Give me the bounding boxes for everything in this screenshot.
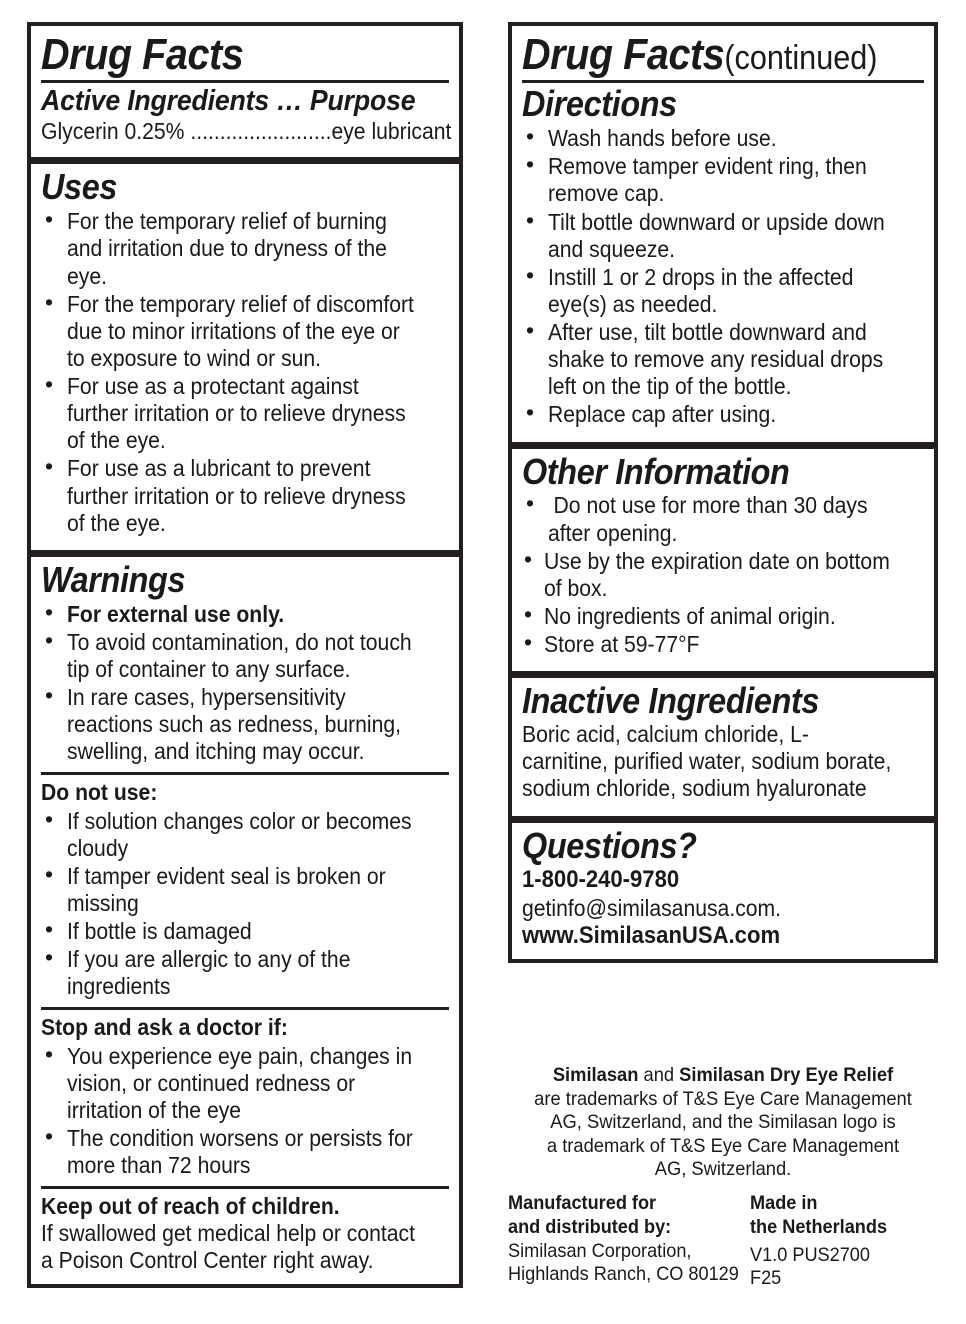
page-title: Drug Facts	[41, 30, 244, 79]
list-item: • Replace cap after using.	[522, 401, 924, 428]
stop-and-ask-heading: Stop and ask a doctor if:	[41, 1014, 288, 1041]
stop-and-ask-list	[41, 1043, 449, 1180]
manufacturer-address: Highlands Ranch, CO 80129	[508, 1263, 739, 1286]
subsection-rule-stop-and-ask	[41, 1007, 449, 1010]
warnings-list	[41, 601, 449, 766]
list-item: • For use as a protectant against further irritation or to relieve dryness of the eye.	[41, 373, 449, 454]
keep-out-of-reach-section	[31, 1193, 459, 1283]
uses-heading: Uses	[41, 166, 118, 208]
do-not-use-list	[41, 808, 449, 1001]
active-ingredients-heading: Active Ingredients … Purpose	[41, 85, 416, 118]
inactive-ingredients-section	[512, 682, 934, 810]
page-title-continued	[522, 32, 884, 77]
list-item: • Instill 1 or 2 drops in the affected eye(s) as needed.	[522, 264, 924, 318]
drug-facts-continued-title-block	[512, 26, 934, 77]
email-address[interactable]: getinfo@similasanusa.com.	[522, 894, 782, 921]
uses-list	[41, 208, 449, 537]
page-title-continued-suffix: (continued)	[724, 39, 878, 77]
list-item: • Tilt bottle downward or upside down and squeeze.	[522, 209, 924, 263]
manufacturer-block	[508, 1192, 940, 1291]
list-item: • Remove tamper evident ring, then remove cap.	[522, 153, 924, 207]
list-item: • Use by the expiration date on bottom of box.	[522, 548, 924, 602]
trademark-conjunction: and	[638, 1064, 680, 1086]
trademark-line-5: AG, Switzerland.	[654, 1158, 792, 1181]
trademark-line-3: AG, Switzerland, and the Similasan logo is	[550, 1111, 896, 1134]
list-item: • Store at 59-77°F	[522, 631, 924, 658]
list-item: • For the temporary relief of burning and irritation due to dryness of the eye.	[41, 208, 449, 289]
drug-facts-title-block	[31, 26, 459, 77]
questions-heading: Questions?	[522, 825, 697, 867]
left-panel	[27, 22, 463, 1288]
subsection-rule-keep-out	[41, 1186, 449, 1189]
manufacturer-name: Similasan Corporation,	[508, 1239, 692, 1262]
list-item: • The condition worsens or persists for more than 72 hours	[41, 1125, 449, 1179]
manufactured-for-label-line-1: Manufactured for	[508, 1192, 657, 1214]
list-item	[522, 492, 924, 546]
list-item: • After use, tilt bottle downward and shake to remove any residual drops left on the tip of the bottle.	[522, 319, 924, 400]
inactive-ingredients-body: Boric acid, calcium chloride, L-carnitine, purified water, sodium borate, sodium chloride, sodium hyaluronate	[522, 721, 892, 802]
section-divider-warnings	[31, 550, 459, 557]
list-item: • Wash hands before use.	[522, 125, 924, 152]
list-item-text: Do not use for more than 30 days after opening.	[548, 492, 868, 546]
uses-section	[31, 168, 459, 543]
directions-section	[512, 85, 934, 435]
inactive-ingredients-heading: Inactive Ingredients	[522, 680, 820, 722]
trademark-line-4: a trademark of T&S Eye Care Management	[546, 1134, 900, 1157]
right-column	[508, 22, 938, 963]
left-column	[27, 22, 463, 1288]
list-item: • To avoid contamination, do not touch tip of container to any surface.	[41, 629, 449, 683]
warnings-section	[31, 558, 459, 766]
product-name: Similasan Dry Eye Relief	[679, 1064, 894, 1086]
manufacturer-column	[508, 1192, 750, 1291]
other-information-section	[512, 450, 934, 666]
trademark-line-2: are trademarks of T&S Eye Care Management	[534, 1087, 912, 1110]
do-not-use-heading: Do not use:	[41, 779, 158, 806]
version-code: V1.0 PUS2700	[750, 1243, 870, 1266]
made-in-label-line-2: the Netherlands	[750, 1215, 888, 1238]
made-in-label-line-1: Made in	[750, 1192, 818, 1214]
list-item: • In rare cases, hypersensitivity reactions such as redness, burning, swelling, and itching may occur.	[41, 684, 449, 765]
section-divider-other-information	[512, 442, 934, 449]
list-item: • If tamper evident seal is broken or missing	[41, 863, 449, 917]
list-item: • For external use only.	[41, 601, 449, 628]
manufactured-for-label-line-2: and distributed by:	[508, 1215, 672, 1238]
keep-out-body: If swallowed get medical help or contact a Poison Control Center right away.	[41, 1220, 416, 1274]
phone-number[interactable]: 1-800-240-9780	[522, 866, 680, 894]
list-item: • No ingredients of animal origin.	[522, 603, 924, 630]
lot-code: F25	[750, 1267, 782, 1290]
title-rule	[41, 80, 449, 83]
website-url[interactable]: www.SimilasanUSA.com	[522, 921, 781, 949]
questions-section	[512, 827, 934, 959]
page-title-text: Drug Facts	[522, 30, 725, 79]
list-item: • You experience eye pain, changes in vision, or continued redness or irritation of the eye	[41, 1043, 449, 1124]
section-divider-questions	[512, 816, 934, 823]
list-item: • If you are allergic to any of the ingredients	[41, 946, 449, 1000]
list-item: • For the temporary relief of discomfort due to minor irritations of the eye or to exposure to wind or sun.	[41, 291, 449, 372]
origin-column	[750, 1192, 940, 1291]
list-item: • For use as a lubricant to prevent further irritation or to relieve dryness of the eye.	[41, 455, 449, 536]
trademark-block	[508, 1064, 938, 1182]
other-information-heading: Other Information	[522, 450, 790, 492]
warnings-heading: Warnings	[41, 558, 186, 600]
trademark-line-1	[521, 1064, 925, 1088]
right-panel	[508, 22, 938, 963]
list-item: • If bottle is damaged	[41, 918, 449, 945]
section-divider-uses	[31, 157, 459, 164]
directions-heading: Directions	[522, 83, 677, 125]
do-not-use-section	[31, 779, 459, 1000]
active-ingredients-section	[31, 85, 459, 151]
keep-out-heading: Keep out of reach of children.	[41, 1193, 340, 1220]
list-item: • If solution changes color or becomes cloudy	[41, 808, 449, 862]
section-divider-inactive-ingredients	[512, 671, 934, 678]
directions-list	[522, 125, 924, 428]
subsection-rule-do-not-use	[41, 772, 449, 775]
brand-name: Similasan	[552, 1064, 639, 1086]
active-ingredient-row: Glycerin 0.25% ........................eye lubricant	[41, 117, 452, 144]
stop-and-ask-section	[31, 1014, 459, 1179]
other-information-list	[522, 492, 924, 658]
